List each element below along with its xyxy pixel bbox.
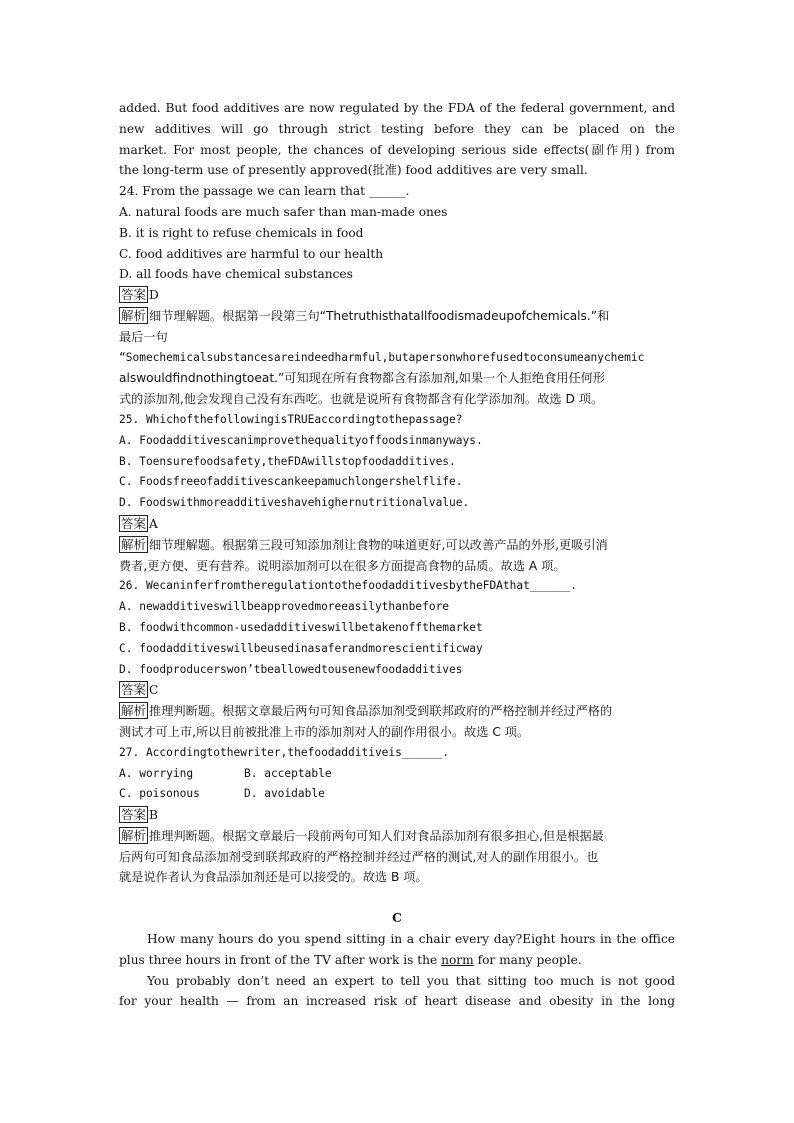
option-a: A. Foodadditivescanimprovethequalityoffoodsinmanyways.: [119, 433, 483, 447]
paragraph-line: How many hours do you spend sitting in a chair every day?Eight hours in the office: [147, 932, 675, 947]
analysis-label: 解析: [121, 536, 147, 552]
question-27: [119, 743, 675, 889]
options-row: [119, 764, 675, 785]
answer-row: [119, 514, 675, 535]
paragraph-line: [119, 950, 675, 971]
underlined-word: norm: [441, 952, 474, 967]
analysis-row: [119, 535, 675, 556]
analysis-text: 推理判断题。根据文章最后一段前两句可知人们对食品添加剂有很多担心,但是根据最: [149, 828, 604, 843]
question-24: [119, 181, 675, 410]
answer-row: [119, 805, 675, 826]
analysis-label: 解析: [121, 307, 147, 323]
answer-value: A: [149, 516, 158, 531]
option-c: C. food additives are harmful to our health: [119, 246, 384, 261]
analysis-text: 费者,更方便、更有营养。说明添加剂可以在很多方面提高食物的品质。故选 A 项。: [119, 558, 566, 573]
answer-row: [119, 285, 675, 306]
paragraph-line: You probably don’t need an expert to tell you that sitting too much is not good: [147, 973, 675, 988]
analysis-text: “Somechemicalsubstancesareindeedharmful,butapersonwhorefusedtoconsumeanychemic: [119, 350, 645, 364]
analysis-text: alswouldfindnothingtoeat.”可知现在所有食物都含有添加剂,如果一个人拒绝食用任何形: [119, 371, 606, 386]
question-25: [119, 410, 675, 576]
paragraph-line: added. But food additives are now regulated by the FDA of the federal government, and: [119, 101, 675, 115]
analysis-text: 推理判断题。根据文章最后两句可知食品添加剂受到联邦政府的严格控制并经过严格的: [149, 704, 613, 719]
option-c: C. Foodsfreeofadditivescankeepamuchlongershelflife.: [119, 475, 463, 489]
analysis-row: [119, 826, 675, 847]
option-d: D. foodproducerswon’tbeallowedtousenewfoodadditives: [119, 662, 463, 676]
analysis-text: 最后一句: [119, 329, 168, 344]
option-a: A. worrying: [119, 766, 194, 780]
question-stem: 26. WecaninferfromtheregulationtothefoodadditivesbytheFDAthat______.: [119, 579, 578, 593]
option-d: D. Foodswithmoreadditiveshavehighernutritionalvalue.: [119, 496, 470, 510]
option-a: A. newadditiveswillbeapprovedmoreeasilythanbefore: [119, 600, 450, 614]
analysis-text: 测试才可上市,所以目前被批准上市的添加剂对人的副作用很小。故选 C 项。: [119, 724, 530, 739]
analysis-label: 解析: [121, 703, 147, 719]
paragraph-text: plus three hours in front of the TV after work is the: [119, 952, 442, 967]
analysis-text: 式的添加剂,他会发现自己没有东西吃。也就是说所有食物都含有化学添加剂。故选 D 项。: [119, 392, 604, 407]
analysis-text: 细节理解题。根据第三段可知添加剂让食物的味道更好,可以改善产品的外形,更吸引消: [149, 537, 608, 552]
analysis-label: 解析: [121, 827, 147, 843]
question-stem: 25. WhichofthefollowingisTRUEaccordingtothepassage?: [119, 412, 463, 426]
answer-label: 答案: [121, 807, 147, 823]
section-c: [119, 908, 675, 1012]
option-c: C. poisonous: [119, 787, 200, 801]
question-stem: 27. Accordingtothewriter,thefoodadditiveis______.: [119, 745, 450, 759]
answer-label: 答案: [121, 287, 147, 303]
answer-value: C: [149, 683, 159, 698]
passage-b-tail: [119, 98, 675, 181]
analysis-row: [119, 306, 675, 327]
option-a: A. natural foods are much safer than man-made ones: [119, 204, 448, 219]
document-page: [119, 98, 675, 1012]
option-b: B. Toensurefoodsafety,theFDAwillstopfoodadditives.: [119, 454, 456, 468]
analysis-row: [119, 701, 675, 722]
analysis-text: 就是说作者认为食品添加剂还是可以接受的。故选 B 项。: [119, 870, 428, 885]
option-d: D. all foods have chemical substances: [119, 267, 353, 282]
paragraph-line: new additives will go through strict testing before they can be placed on the: [119, 121, 675, 136]
answer-value: D: [149, 288, 159, 303]
answer-value: B: [149, 808, 158, 823]
options-row: [119, 784, 675, 805]
analysis-text: 细节理解题。根据第一段第三句“Thetruthisthatallfoodismadeupofchemicals.”和: [149, 308, 610, 323]
section-heading: C: [392, 911, 402, 926]
answer-label: 答案: [121, 515, 147, 531]
paragraph-line: the long-term use of presently approved(批准) food additives are very small.: [119, 163, 588, 178]
paragraph-line: for your health — from an increased risk of heart disease and obesity in the long: [119, 994, 675, 1009]
question-26: [119, 576, 675, 742]
paragraph-line: market. For most people, the chances of developing serious side effects(副作用) from: [119, 142, 675, 157]
option-b: B. it is right to refuse chemicals in food: [119, 225, 364, 240]
answer-row: [119, 680, 675, 701]
paragraph-text: for many people.: [473, 952, 582, 967]
option-b: B. foodwithcommon-usedadditiveswillbetakenoffthemarket: [119, 620, 483, 634]
option-d: D. avoidable: [244, 787, 325, 801]
option-c: C. foodadditiveswillbeusedinasaferandmorescientificway: [119, 641, 483, 655]
answer-label: 答案: [121, 682, 147, 698]
option-b: B. acceptable: [244, 766, 332, 780]
analysis-text: 后两句可知食品添加剂受到联邦政府的严格控制并经过严格的测试,对人的副作用很小。也: [119, 849, 599, 864]
question-stem: 24. From the passage we can learn that ______.: [119, 184, 410, 199]
